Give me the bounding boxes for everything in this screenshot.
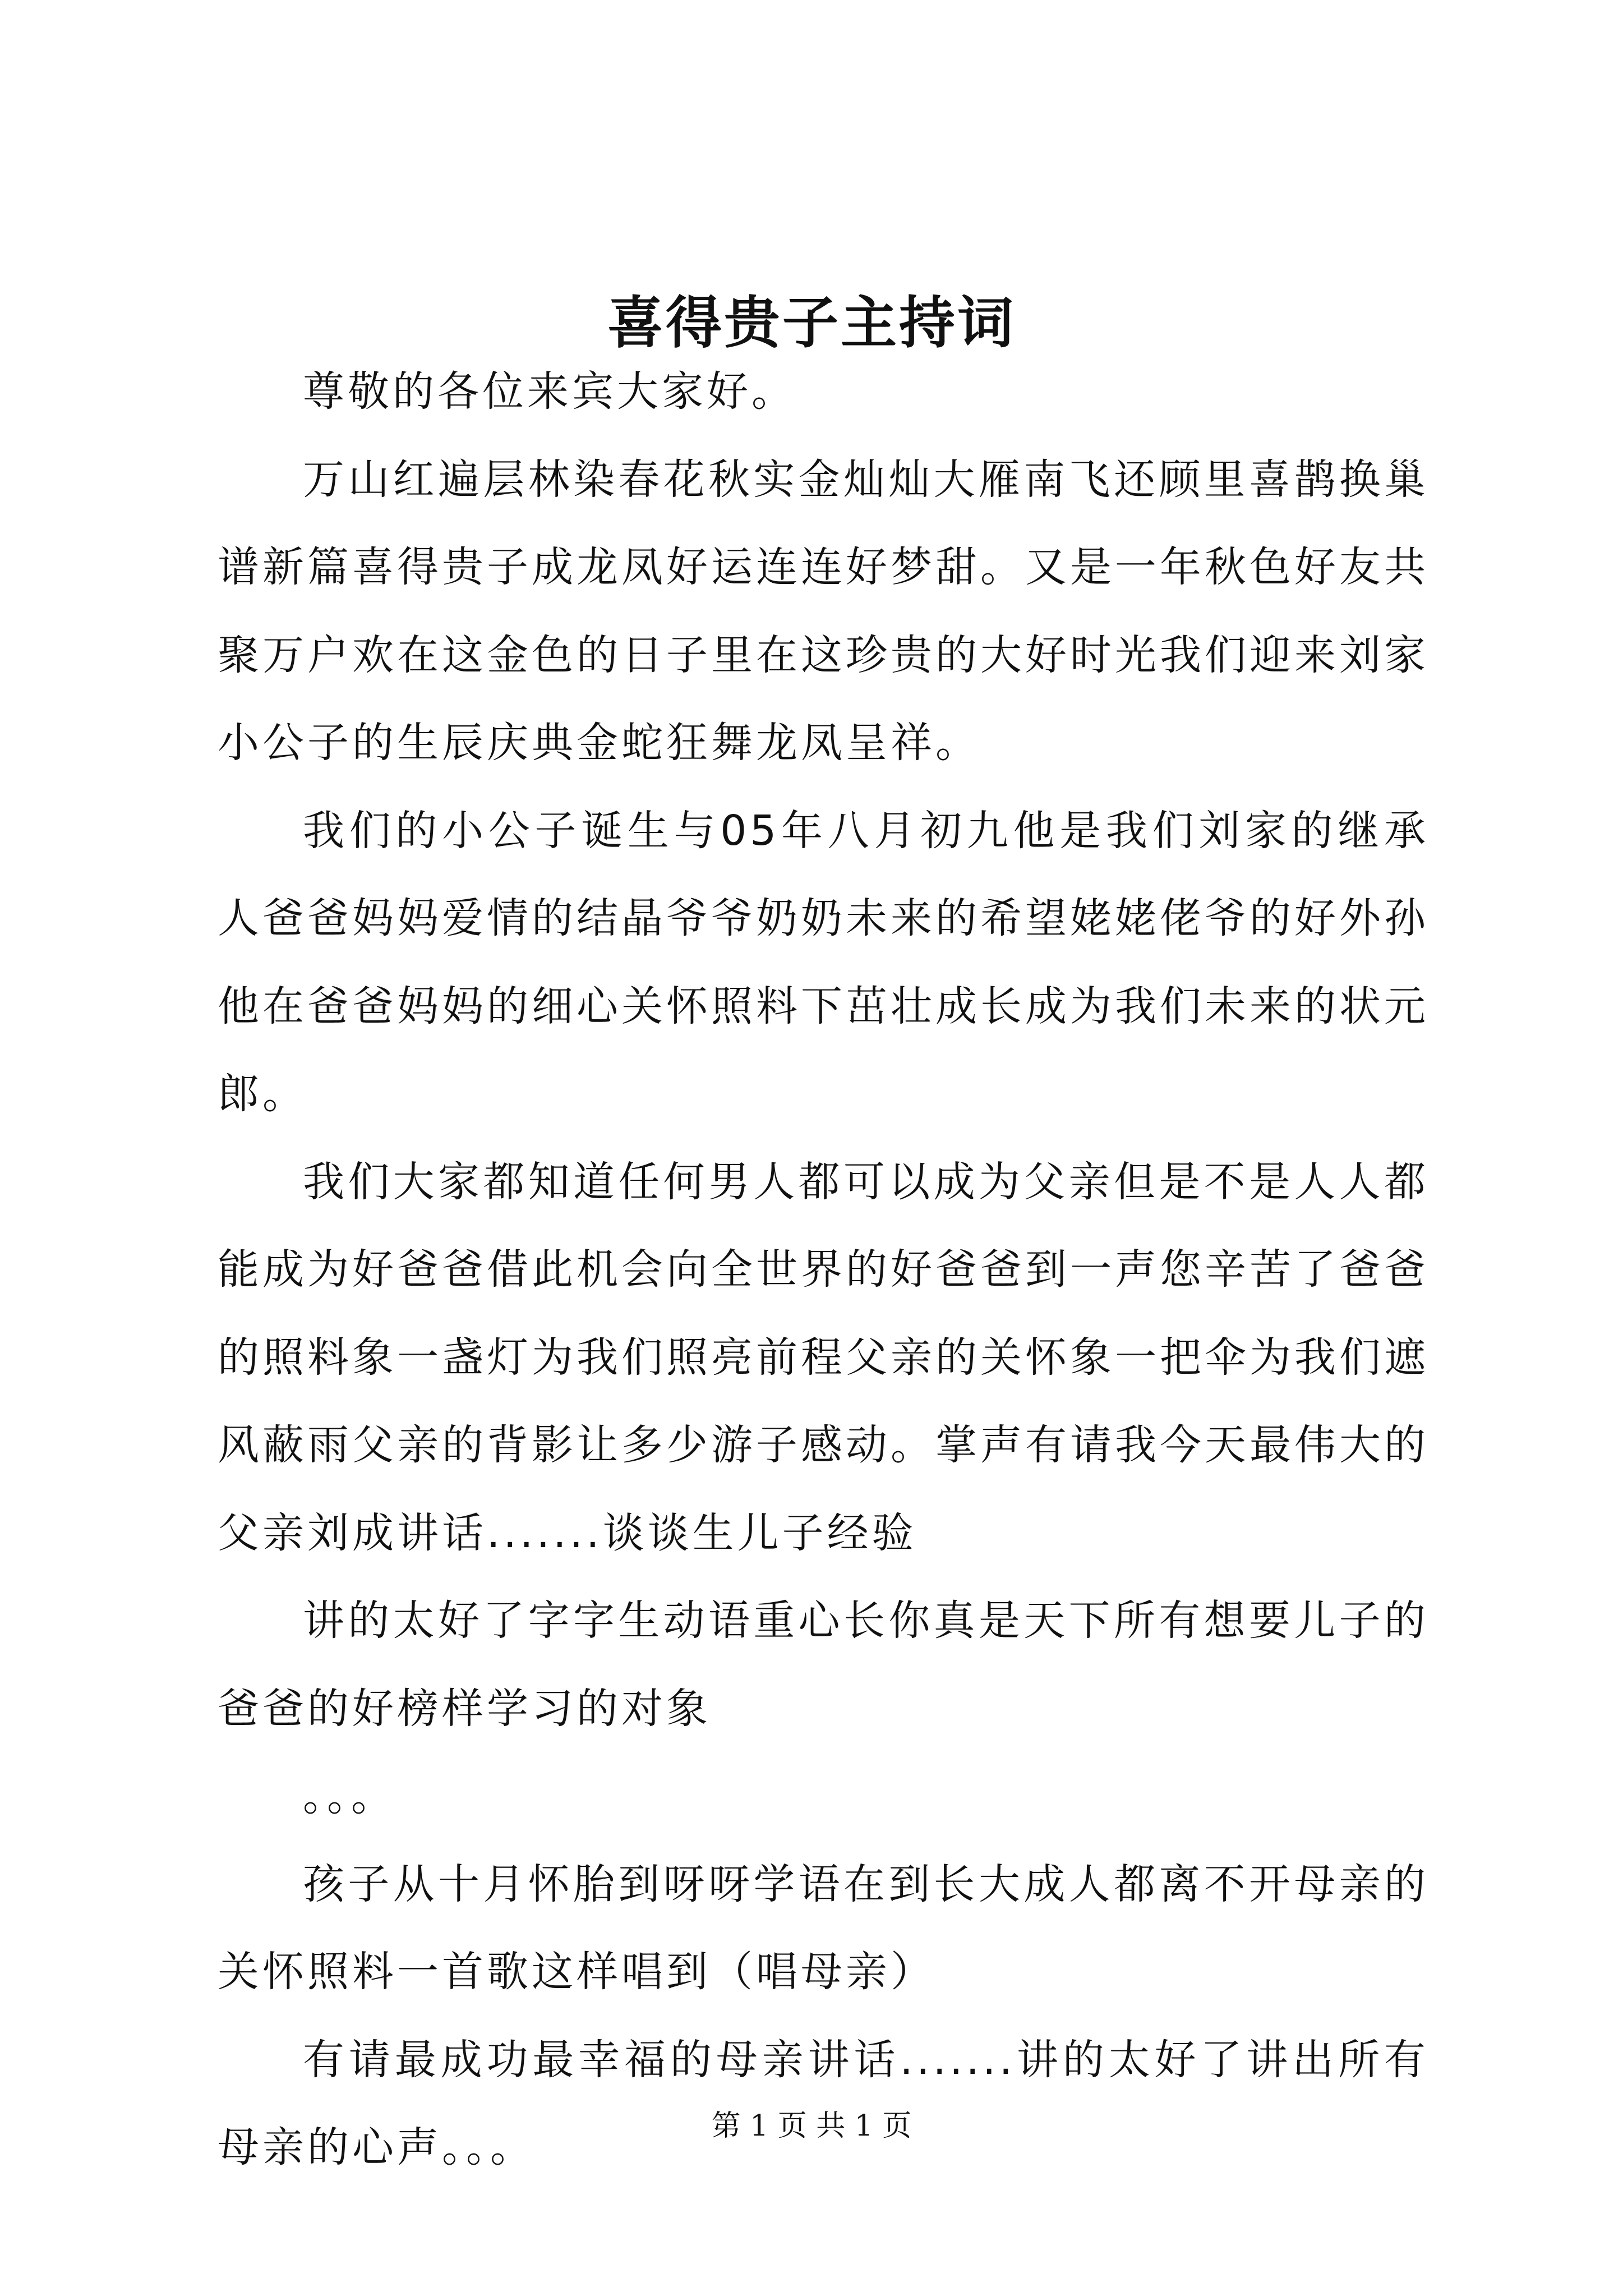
paragraph-opening: 万山红遍层林染春花秋实金灿灿大雁南飞还顾里喜鹊换巢谱新篇喜得贵子成龙凤好运连连好梦甜。又是一年秋色好友共聚万户欢在这金色的日子里在这珍贵的大好时光我们迎来刘家小公子的生辰庆典金蛇狂舞龙凤呈祥。 xyxy=(218,455,1429,767)
paragraph-ellipsis: 。。。 xyxy=(303,1772,396,1820)
paragraph-closing: 有请最成功最幸福的母亲讲话.......讲的太好了讲出所有母亲的心声。。。 xyxy=(218,2035,1429,2171)
paragraph-greeting: 尊敬的各位来宾大家好。 xyxy=(303,367,796,416)
document-title: 喜得贵子主持词 xyxy=(607,289,1016,356)
paragraph-birth: 我们的小公子诞生与05年八月初九他是我们刘家的继承人爸爸妈妈爱情的结晶爷爷奶奶未来的希望姥姥佬爷的好外孙他在爸爸妈妈的细心关怀照料下茁壮成长成为我们未来的状元郎。 xyxy=(218,806,1429,1118)
document-body xyxy=(218,348,1429,2192)
paragraph-father: 我们大家都知道任何男人都可以成为父亲但是不是人人都能成为好爸爸借此机会向全世界的好爸爸到一声您辛苦了爸爸的照料象一盏灯为我们照亮前程父亲的关怀象一把伞为我们遮风蔽雨父亲的背影让多少游子感动。掌声有请我今天最伟大的父亲刘成讲话.......谈谈生儿子经验 xyxy=(218,1157,1429,1557)
paragraph-mother: 孩子从十月怀胎到呀呀学语在到长大成人都离不开母亲的关怀照料一首歌这样唱到（唱母亲） xyxy=(218,1860,1429,1996)
paragraph-praise: 讲的太好了字字生动语重心长你真是天下所有想要儿子的爸爸的好榜样学习的对象 xyxy=(218,1596,1429,1733)
page-footer: 第 1 页 共 1 页 xyxy=(711,2109,912,2143)
